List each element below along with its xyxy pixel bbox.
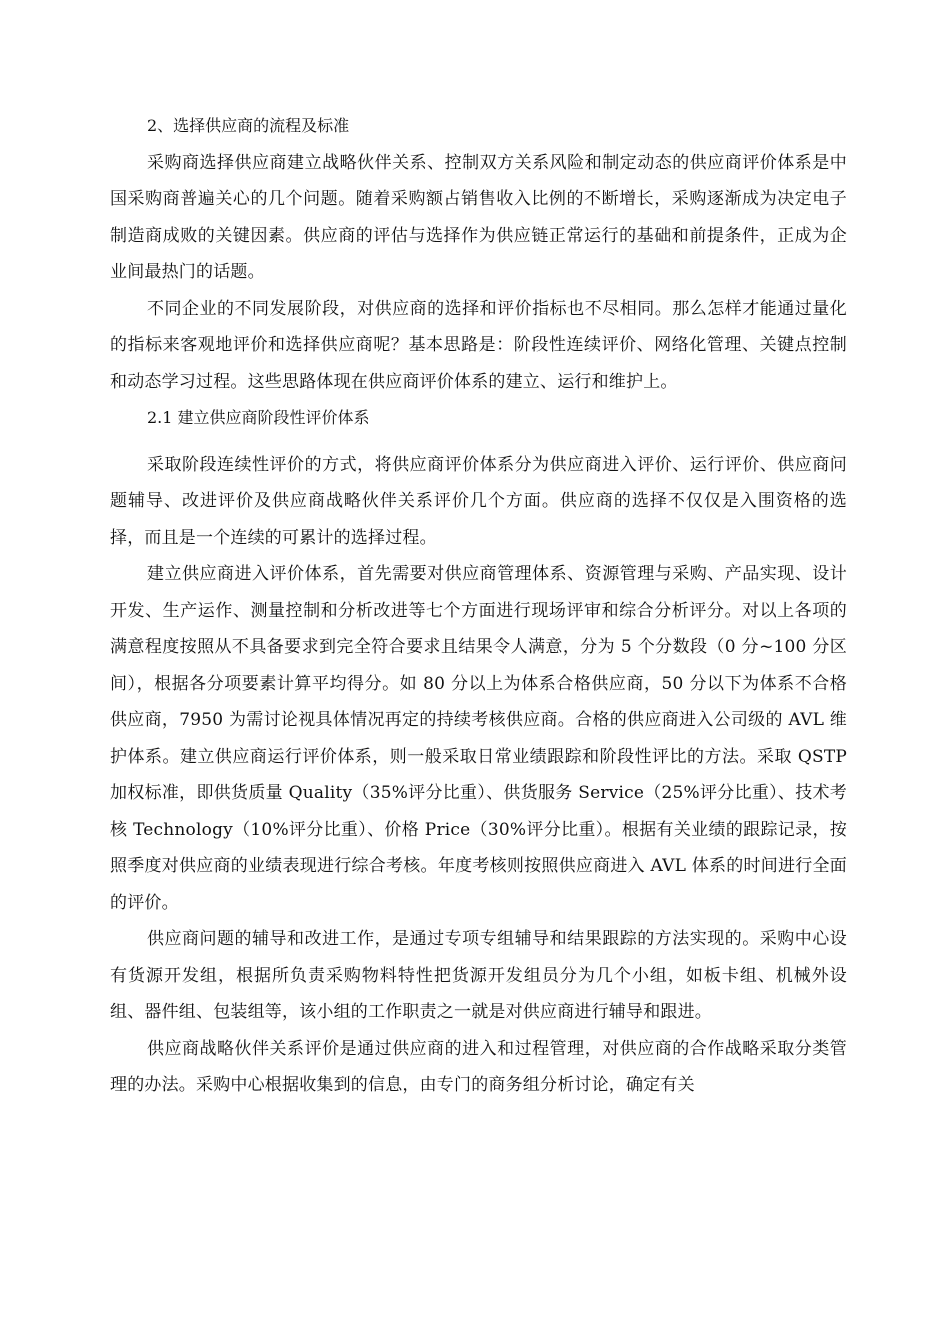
section-heading: 2、选择供应商的流程及标准 <box>147 116 350 135</box>
paragraph-stage-evaluation: 采取阶段连续性评价的方式，将供应商评价体系分为供应商进入评价、运行评价、供应商问题辅导、改进评价及供应商战略伙伴关系评价几个方面。供应商的选择不仅仅是入围资格的选择，而且是一个连续的可累计的选择过程。 <box>110 454 847 548</box>
document-page <box>110 108 847 1104</box>
paragraph-entry-evaluation: 建立供应商进入评价体系，首先需要对供应商管理体系、资源管理与采购、产品实现、设计开发、生产运作、测量控制和分析改进等七个方面进行现场评审和综合分析评分。对以上各项的满意程度按照从不具备要求到完全符合要求且结果令人满意，分为 5 个分数段（0 分~100 分区间），根据各分项要素计算平均得分。如 80 分以上为体系合格供应商，50 分以下为体系不合格供应商，7950 为需讨论视具体情况再定的持续考核供应商。合格的供应商进入公司级的 AVL 维护体系。建立供应商运行评价体系，则一般采取日常业绩跟踪和阶段性评比的方法。采取 QSTP 加权标准，即供货质量 Quality（35%评分比重）、供货服务 Service（25%评分比重）、技术考核 Technology（10%评分比重）、价格 Price（30%评分比重）。根据有关业绩的跟踪记录，按照季度对供应商的业绩表现进行综合考核。年度考核则按照供应商进入 AVL 体系的时间进行全面的评价。 <box>110 564 847 913</box>
paragraph-coaching: 供应商问题的辅导和改进工作，是通过专项专组辅导和结果跟踪的方法实现的。采购中心设有货源开发组，根据所负责采购物料特性把货源开发组员分为几个小组，如板卡组、机械外设组、器件组、包装组等，该小组的工作职责之一就是对供应商进行辅导和跟进。 <box>110 929 847 1022</box>
paragraph-approach: 不同企业的不同发展阶段，对供应商的选择和评价指标也不尽相同。那么怎样才能通过量化的指标来客观地评价和选择供应商呢？基本思路是：阶段性连续评价、网络化管理、关键点控制和动态学习过程。这些思路体现在供应商评价体系的建立、运行和维护上。 <box>110 298 847 392</box>
paragraph-strategic-partner: 供应商战略伙伴关系评价是通过供应商的进入和过程管理，对供应商的合作战略采取分类管理的办法。采购中心根据收集到的信息，由专门的商务组分析讨论，确定有关 <box>110 1038 847 1095</box>
subsection-heading: 2.1 建立供应商阶段性评价体系 <box>147 408 370 427</box>
paragraph-intro: 采购商选择供应商建立战略伙伴关系、控制双方关系风险和制定动态的供应商评价体系是中国采购商普遍关心的几个问题。随着采购额占销售收入比例的不断增长，采购逐渐成为决定电子制造商成败的关键因素。供应商的评估与选择作为供应链正常运行的基础和前提条件，正成为企业间最热门的话题。 <box>110 152 847 282</box>
